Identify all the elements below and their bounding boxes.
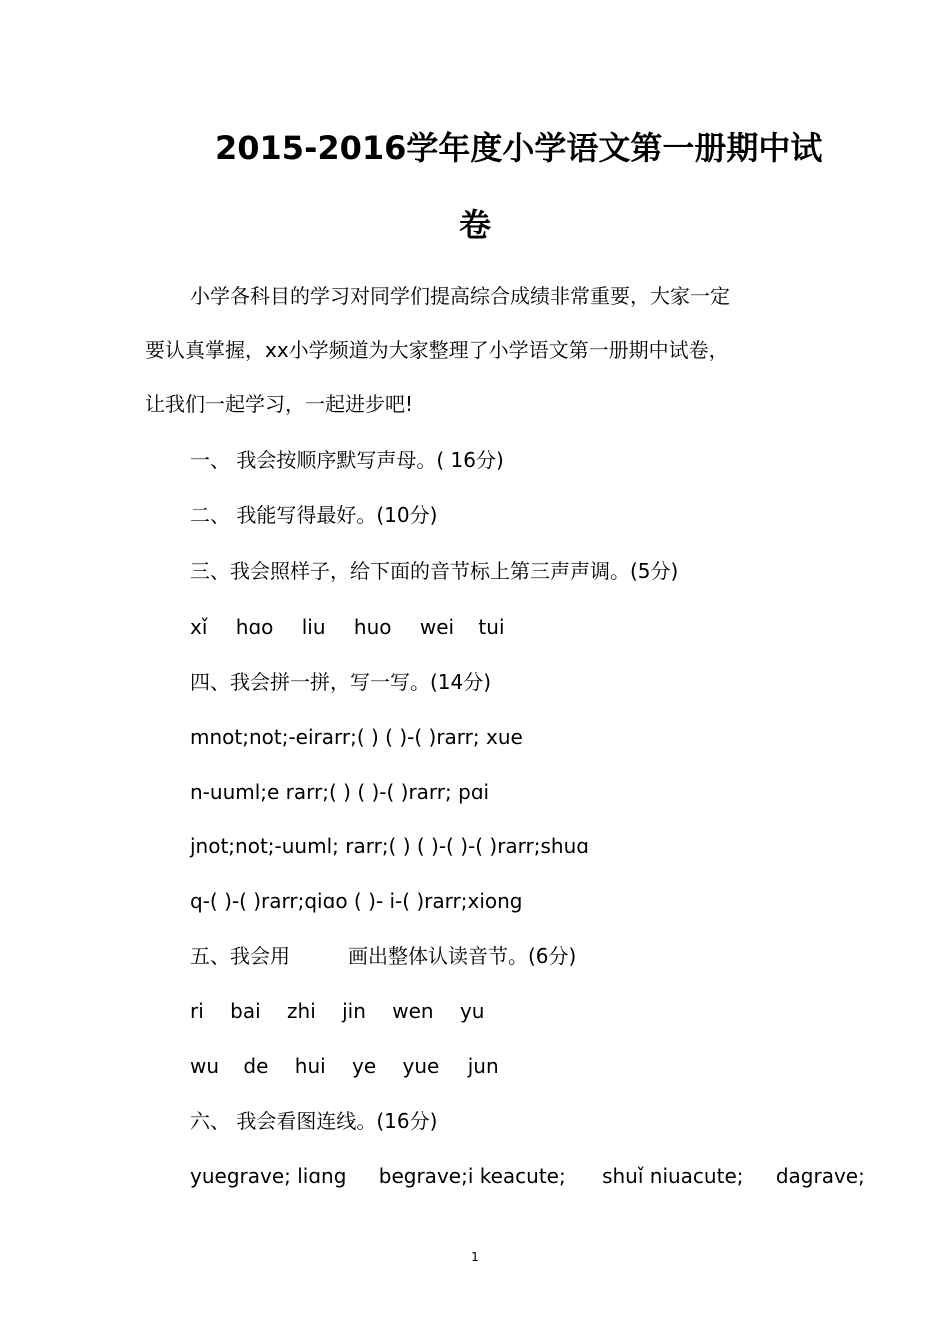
syllable: bai	[230, 999, 261, 1023]
question-4-item-3: jnot;not;-uuml; rarr;( ) ( )-( )-( )rarr;shuɑ	[190, 834, 589, 858]
page-number: 1	[471, 1250, 479, 1264]
match-item: yuegrave; liɑng	[190, 1164, 347, 1188]
match-item: begrave;i keacute;	[378, 1164, 566, 1188]
question-5-row-2	[190, 1053, 499, 1079]
syllable: wen	[392, 999, 434, 1023]
match-item: shuǐ niuacute;	[602, 1164, 744, 1188]
question-1: 一、 我会按顺序默写声母。( 16分)	[190, 448, 504, 472]
syllable: ri	[190, 999, 204, 1023]
match-item: dagrave;	[775, 1164, 865, 1188]
syllable: wei	[419, 615, 455, 639]
question-4: 四、我会拼一拼，写一写。(14分)	[190, 670, 492, 694]
syllable: xǐ	[190, 615, 208, 639]
syllable: huo	[353, 615, 392, 639]
syllable: wu	[190, 1054, 220, 1078]
syllable: liu	[301, 615, 326, 639]
page-title-line-2: 卷	[459, 206, 492, 244]
question-3-syllables	[190, 614, 505, 640]
syllable: hɑo	[235, 615, 274, 639]
syllable: jin	[342, 999, 366, 1023]
question-4-item-2: n-uuml;e rarr;( ) ( )-( )rarr; pɑi	[190, 780, 490, 804]
syllable: hui	[294, 1054, 326, 1078]
intro-paragraph-line-1: 小学各科目的学习对同学们提高综合成绩非常重要，大家一定	[190, 284, 730, 308]
syllable: jun	[467, 1054, 499, 1078]
question-5	[190, 943, 576, 969]
question-5-row-1	[190, 998, 484, 1024]
syllable: tui	[478, 615, 505, 639]
question-4-item-1: mnot;not;-eirarr;( ) ( )-( )rarr; xue	[190, 725, 523, 749]
question-6-items	[190, 1163, 865, 1189]
question-3: 三、我会照样子，给下面的音节标上第三声声调。(5分)	[190, 559, 679, 583]
intro-paragraph-line-3: 让我们一起学习，一起进步吧!	[145, 392, 414, 416]
question-2: 二、 我能写得最好。(10分)	[190, 503, 438, 527]
syllable: ye	[352, 1054, 377, 1078]
page-title-line-1: 2015-2016学年度小学语文第一册期中试	[215, 129, 823, 167]
question-5-instruction: 画出整体认读音节。(6分)	[348, 944, 577, 968]
syllable: de	[243, 1054, 269, 1078]
question-6: 六、 我会看图连线。(16分)	[190, 1109, 438, 1133]
intro-paragraph-line-2: 要认真掌握，xx小学频道为大家整理了小学语文第一册期中试卷，	[145, 338, 729, 362]
syllable: zhi	[287, 999, 316, 1023]
question-4-item-4: q-( )-( )rarr;qiɑo ( )- i-( )rarr;xiong	[190, 889, 523, 913]
syllable: yue	[402, 1054, 440, 1078]
syllable: yu	[459, 999, 485, 1023]
question-5-label: 五、我会用	[190, 944, 290, 968]
